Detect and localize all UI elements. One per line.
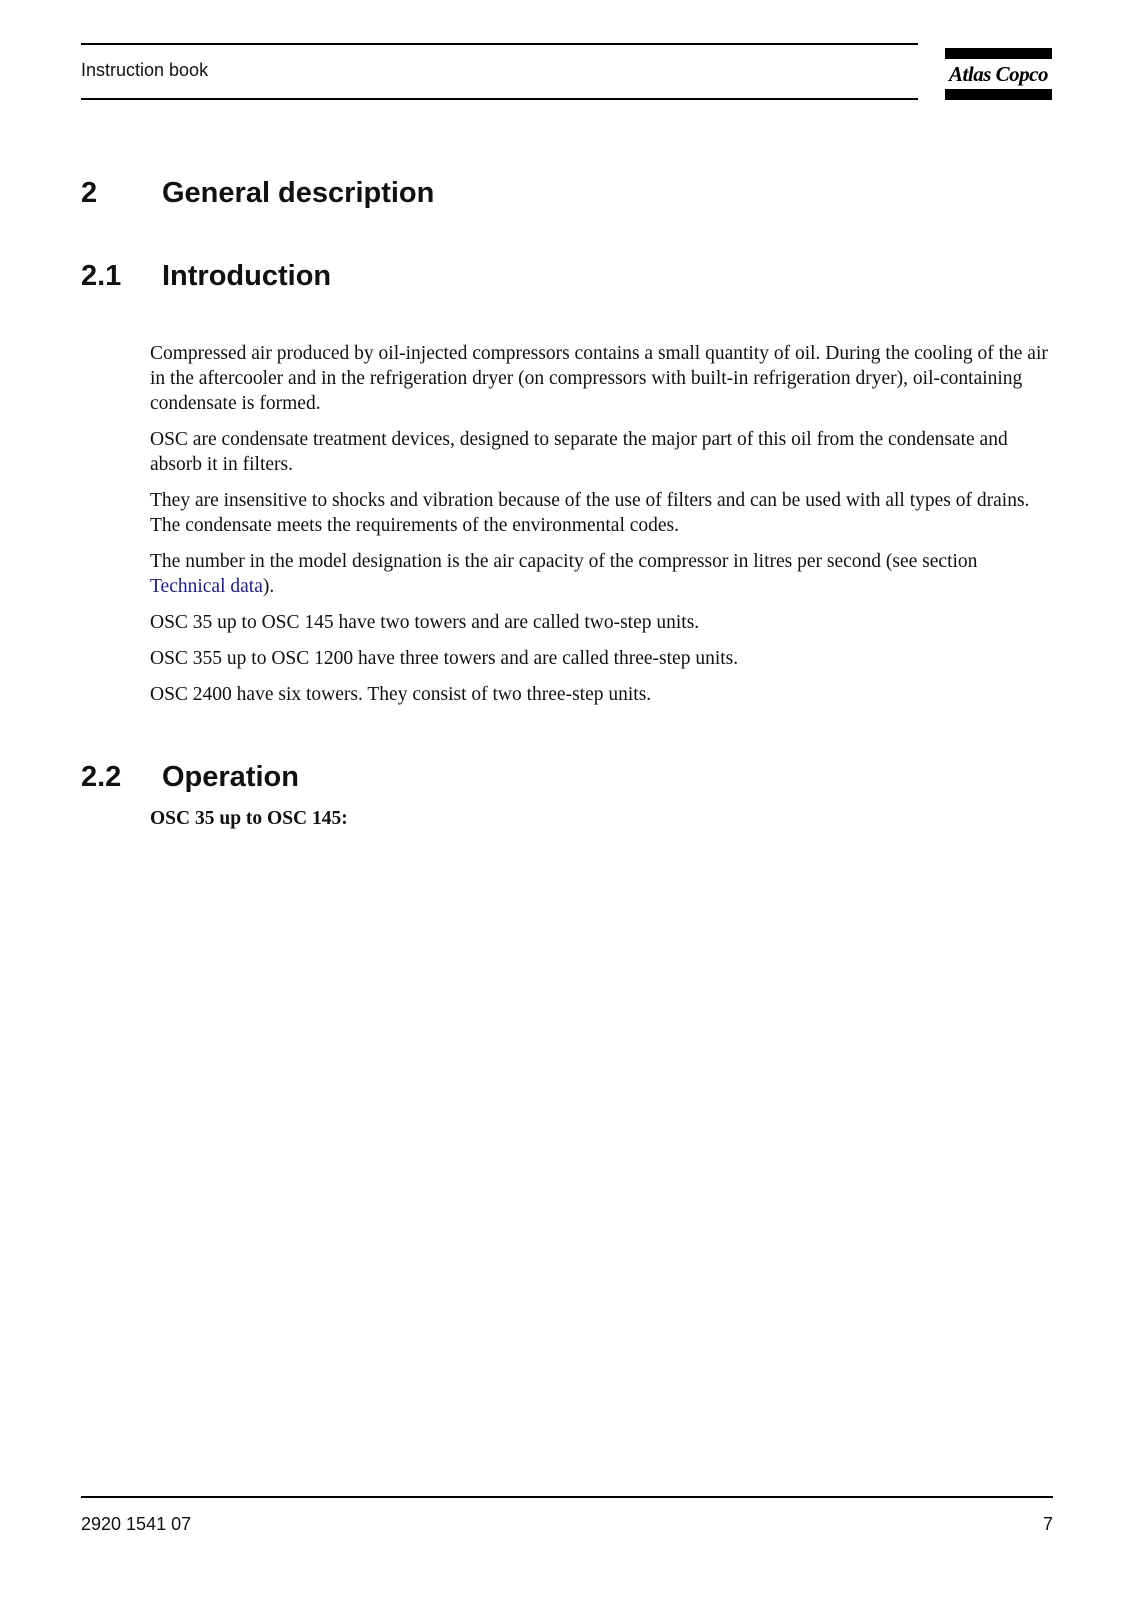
header-rule-top: [81, 43, 918, 45]
introduction-body: [150, 341, 1056, 718]
header-rule-bottom: [81, 98, 918, 100]
paragraph: OSC are condensate treatment devices, designed to separate the major part of this oil from the condensate and absorb it in filters.: [150, 429, 1008, 475]
section-number: 2.2: [81, 761, 122, 793]
logo-bar-top: [945, 48, 1052, 59]
section-number: 2.1: [81, 260, 122, 292]
paragraph: OSC 2400 have six towers. They consist of two three-step units.: [150, 684, 652, 705]
paragraph-text: The number in the model designation is the air capacity of the compressor in litres per second (see section: [150, 551, 978, 572]
paragraph-model-designation: [150, 549, 1056, 599]
paragraph: OSC 355 up to OSC 1200 have three towers and are called three-step units.: [150, 648, 739, 669]
paragraph-text: ).: [262, 576, 275, 597]
logo-bar-bottom: [945, 89, 1052, 100]
section-heading-introduction: [81, 258, 331, 294]
footer-rule: [81, 1496, 1053, 1498]
technical-data-link[interactable]: Technical data: [150, 576, 263, 597]
atlas-copco-logo: [945, 48, 1052, 100]
section-heading-operation: [81, 759, 299, 795]
section-number: 2: [81, 177, 98, 209]
section-title: Operation: [162, 761, 299, 793]
paragraph: Compressed air produced by oil-injected compressors contains a small quantity of oil. During the cooling of the air in the aftercooler and in the refrigeration dryer (on compressors with built-in refrigeration dryer), oil-containing condensate is formed.: [150, 343, 1048, 414]
page-number: 7: [1042, 1514, 1053, 1534]
section-heading-general: [81, 175, 434, 211]
section-title: General description: [162, 177, 435, 209]
section-title: Introduction: [162, 260, 332, 292]
paragraph: OSC 35 up to OSC 145 have two towers and are called two-step units.: [150, 612, 700, 633]
operation-subheading: OSC 35 up to OSC 145:: [150, 808, 348, 829]
logo-wordmark: Atlas Copco: [949, 62, 1048, 86]
paragraph: They are insensitive to shocks and vibration because of the use of filters and can be used with all types of drains. The condensate meets the requirements of the environmental codes.: [150, 490, 1030, 536]
header-title: Instruction book: [81, 60, 209, 80]
document-number: 2920 1541 07: [81, 1514, 192, 1534]
